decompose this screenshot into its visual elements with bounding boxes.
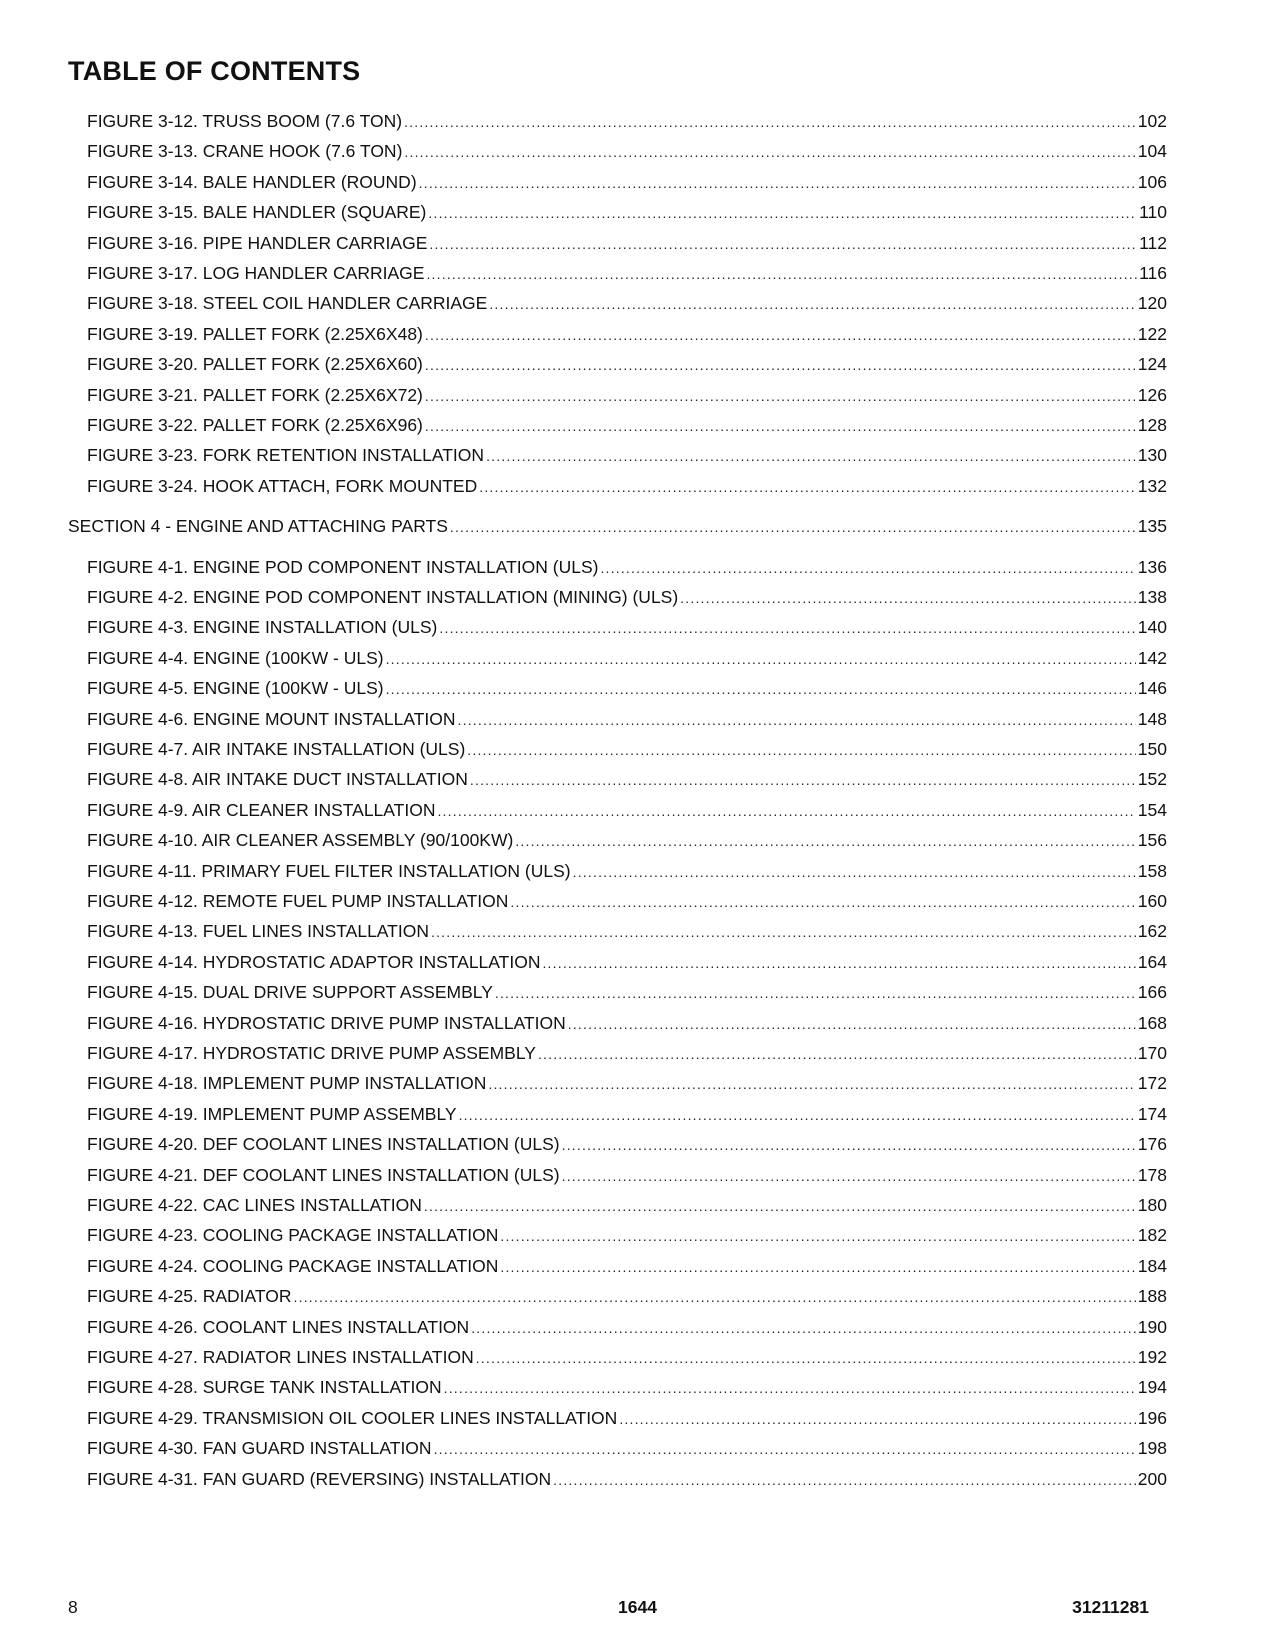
toc-entry-label: FIGURE 3-12. TRUSS BOOM (7.6 TON) xyxy=(87,111,403,131)
toc-entry-label: FIGURE 4-6. ENGINE MOUNT INSTALLATION xyxy=(87,708,456,729)
dot-leader xyxy=(431,919,1136,945)
dot-leader xyxy=(562,1132,1136,1158)
dot-leader xyxy=(429,231,1137,257)
dot-leader xyxy=(619,1406,1135,1432)
toc-figure-entry[interactable] xyxy=(87,260,1167,286)
toc-entry-page-number: 200 xyxy=(1137,1468,1167,1489)
toc-figure-entry[interactable] xyxy=(87,1192,1167,1218)
dot-leader xyxy=(444,1375,1136,1401)
toc-figure-entry[interactable] xyxy=(87,949,1167,975)
toc-entry-label: FIGURE 4-13. FUEL LINES INSTALLATION xyxy=(87,921,429,942)
toc-entry-label: FIGURE 4-21. DEF COOLANT LINES INSTALLATION (ULS) xyxy=(87,1164,560,1185)
toc-figure-entry[interactable] xyxy=(87,442,1167,468)
page-title: TABLE OF CONTENTS xyxy=(68,56,361,86)
toc-entry-page-number: 130 xyxy=(1137,445,1167,466)
toc-figure-entry[interactable] xyxy=(87,1010,1167,1036)
toc-entry-page-number: 164 xyxy=(1137,951,1167,972)
toc-figure-entry[interactable] xyxy=(87,351,1167,377)
toc-entry-label: FIGURE 3-18. STEEL COIL HANDLER CARRIAGE xyxy=(87,293,488,314)
toc-entry-label: FIGURE 4-20. DEF COOLANT LINES INSTALLATION (ULS) xyxy=(87,1134,560,1155)
dot-leader xyxy=(437,798,1135,824)
toc-entry-label: FIGURE 4-3. ENGINE INSTALLATION (ULS) xyxy=(87,617,438,638)
toc-entry-page-number: 168 xyxy=(1137,1012,1167,1033)
toc-entry-label: FIGURE 3-20. PALLET FORK (2.25X6X60) xyxy=(87,354,423,375)
toc-entry-page-number: 158 xyxy=(1137,860,1167,881)
toc-figure-entry[interactable] xyxy=(87,199,1167,225)
toc-figure-entry[interactable] xyxy=(87,858,1167,884)
toc-figure-entry[interactable] xyxy=(87,1162,1167,1188)
toc-entry-page-number: 116 xyxy=(1139,263,1167,283)
toc-entry-page-number: 190 xyxy=(1137,1316,1167,1337)
toc-entry-label: FIGURE 4-28. SURGE TANK INSTALLATION xyxy=(87,1377,442,1398)
toc-entry-label: FIGURE 4-29. TRANSMISION OIL COOLER LINES INSTALLATION xyxy=(87,1407,618,1428)
toc-figure-entry[interactable] xyxy=(87,797,1167,823)
toc-entry-page-number: 170 xyxy=(1137,1043,1167,1063)
toc-figure-entry[interactable] xyxy=(87,1222,1167,1248)
toc-entry-label: FIGURE 4-10. AIR CLEANER ASSEMBLY (90/100KW) xyxy=(87,830,514,851)
toc-figure-entry[interactable] xyxy=(87,1314,1167,1340)
toc-figure-entry[interactable] xyxy=(87,321,1167,347)
dot-leader xyxy=(600,555,1135,581)
toc-figure-entry[interactable] xyxy=(87,888,1167,914)
toc-entry-page-number: 148 xyxy=(1137,708,1167,729)
toc-entry-page-number: 102 xyxy=(1137,111,1167,131)
toc-entry-page-number: 180 xyxy=(1137,1195,1167,1215)
toc-entry-label: SECTION 4 - ENGINE AND ATTACHING PARTS xyxy=(68,516,448,537)
dot-leader xyxy=(471,1315,1136,1341)
toc-figure-entry[interactable] xyxy=(87,230,1167,256)
toc-entry-page-number: 112 xyxy=(1139,232,1167,253)
toc-entry-page-number: 150 xyxy=(1137,739,1167,759)
toc-figure-entry[interactable] xyxy=(87,473,1167,499)
toc-figure-entry[interactable] xyxy=(87,1466,1167,1492)
toc-entry-label: FIGURE 3-24. HOOK ATTACH, FORK MOUNTED xyxy=(87,475,478,496)
toc-figure-entry[interactable] xyxy=(87,1435,1167,1461)
dot-leader xyxy=(450,514,1136,540)
toc-entry-label: FIGURE 4-30. FAN GUARD INSTALLATION xyxy=(87,1438,432,1459)
toc-entry-label: FIGURE 4-18. IMPLEMENT PUMP INSTALLATION xyxy=(87,1073,487,1094)
toc-figure-entry[interactable] xyxy=(87,1344,1167,1370)
toc-figure-entry[interactable] xyxy=(87,1253,1167,1279)
toc-section-entry[interactable] xyxy=(68,513,1167,539)
toc-entry-label: FIGURE 4-16. HYDROSTATIC DRIVE PUMP INSTALLATION xyxy=(87,1012,566,1033)
toc-figure-entry[interactable] xyxy=(87,1283,1167,1309)
toc-entry-label: FIGURE 4-26. COOLANT LINES INSTALLATION xyxy=(87,1316,470,1337)
toc-entry-page-number: 126 xyxy=(1137,384,1167,405)
dot-leader xyxy=(470,767,1136,793)
toc-entry-label: FIGURE 4-9. AIR CLEANER INSTALLATION xyxy=(87,799,436,820)
dot-leader xyxy=(489,291,1135,317)
toc-entry-label: FIGURE 3-19. PALLET FORK (2.25X6X48) xyxy=(87,323,423,344)
toc-entry-page-number: 182 xyxy=(1137,1225,1167,1246)
footer-model: 1644 xyxy=(618,1597,657,1617)
toc-entry-page-number: 166 xyxy=(1137,982,1167,1003)
toc-figure-entry[interactable] xyxy=(87,614,1167,640)
toc-entry-page-number: 104 xyxy=(1137,141,1167,162)
dot-leader xyxy=(680,585,1136,611)
toc-figure-entry[interactable] xyxy=(87,108,1167,134)
toc-figure-entry[interactable] xyxy=(87,736,1167,762)
dot-leader xyxy=(486,443,1136,469)
dot-leader xyxy=(294,1284,1136,1310)
toc-figure-entry[interactable] xyxy=(87,412,1167,438)
toc-entry-label: FIGURE 3-22. PALLET FORK (2.25X6X96) xyxy=(87,415,423,435)
toc-figure-entry[interactable] xyxy=(87,382,1167,408)
dot-leader xyxy=(434,1436,1136,1462)
dot-leader xyxy=(495,980,1136,1006)
dot-leader xyxy=(479,474,1136,500)
toc-entry-label: FIGURE 3-17. LOG HANDLER CARRIAGE xyxy=(87,263,425,283)
dot-leader xyxy=(426,261,1137,287)
dot-leader xyxy=(488,1071,1135,1097)
dot-leader xyxy=(425,383,1136,409)
dot-leader xyxy=(476,1345,1136,1371)
dot-leader xyxy=(386,676,1136,702)
toc-entry-page-number: 146 xyxy=(1137,678,1167,699)
toc-figure-entry[interactable] xyxy=(87,1040,1167,1066)
toc-entry-label: FIGURE 3-14. BALE HANDLER (ROUND) xyxy=(87,171,417,192)
dot-leader xyxy=(510,889,1135,915)
toc-entry-page-number: 172 xyxy=(1137,1073,1167,1094)
toc-figure-entry[interactable] xyxy=(87,918,1167,944)
toc-entry-label: FIGURE 3-23. FORK RETENTION INSTALLATION xyxy=(87,445,485,466)
toc-entry-page-number: 136 xyxy=(1137,556,1167,577)
dot-leader xyxy=(538,1041,1136,1067)
toc-figure-entry[interactable] xyxy=(87,584,1167,610)
toc-entry-label: FIGURE 4-15. DUAL DRIVE SUPPORT ASSEMBLY xyxy=(87,982,493,1003)
toc-entry-page-number: 110 xyxy=(1139,202,1167,223)
toc-entry-label: FIGURE 4-11. PRIMARY FUEL FILTER INSTALLATION (ULS) xyxy=(87,860,571,881)
toc-figure-entry[interactable] xyxy=(87,1131,1167,1157)
toc-entry-page-number: 192 xyxy=(1137,1347,1167,1367)
toc-figure-entry[interactable] xyxy=(87,169,1167,195)
toc-figure-entry[interactable] xyxy=(87,675,1167,701)
toc-entry-page-number: 178 xyxy=(1137,1164,1167,1185)
toc-figure-entry[interactable] xyxy=(87,138,1167,164)
toc-entry-label: FIGURE 4-17. HYDROSTATIC DRIVE PUMP ASSEMBLY xyxy=(87,1043,536,1063)
toc-entry-label: FIGURE 4-2. ENGINE POD COMPONENT INSTALLATION (MINING) (ULS) xyxy=(87,587,679,607)
toc-entry-label: FIGURE 4-1. ENGINE POD COMPONENT INSTALLATION (ULS) xyxy=(87,556,599,577)
toc-entry-page-number: 124 xyxy=(1137,354,1167,375)
toc-figure-entry[interactable] xyxy=(87,554,1167,580)
toc-entry-page-number: 196 xyxy=(1137,1407,1167,1428)
toc-entry-page-number: 132 xyxy=(1137,475,1167,496)
toc-entry-page-number: 188 xyxy=(1137,1286,1167,1307)
toc-entry-label: FIGURE 4-22. CAC LINES INSTALLATION xyxy=(87,1195,422,1215)
toc-entry-page-number: 194 xyxy=(1137,1377,1167,1398)
toc-entry-label: FIGURE 3-21. PALLET FORK (2.25X6X72) xyxy=(87,384,423,405)
toc-entry-page-number: 106 xyxy=(1137,171,1167,192)
toc-entry-label: FIGURE 3-15. BALE HANDLER (SQUARE) xyxy=(87,202,427,223)
toc-entry-label: FIGURE 4-31. FAN GUARD (REVERSING) INSTALLATION xyxy=(87,1468,552,1489)
toc-entry-label: FIGURE 4-14. HYDROSTATIC ADAPTOR INSTALLATION xyxy=(87,951,541,972)
toc-figure-entry[interactable] xyxy=(87,1405,1167,1431)
toc-figure-entry[interactable] xyxy=(87,706,1167,732)
dot-leader xyxy=(542,950,1135,976)
toc-figure-entry[interactable] xyxy=(87,1374,1167,1400)
toc-entry-page-number: 184 xyxy=(1137,1255,1167,1276)
toc-figure-entry[interactable] xyxy=(87,766,1167,792)
toc-entry-page-number: 128 xyxy=(1137,415,1167,435)
dot-leader xyxy=(439,615,1135,641)
dot-leader xyxy=(500,1223,1135,1249)
dot-leader xyxy=(573,859,1136,885)
toc-figure-entry[interactable] xyxy=(87,979,1167,1005)
toc-entry-page-number: 120 xyxy=(1137,293,1167,314)
footer-part-number: 31211281 xyxy=(1072,1597,1149,1617)
toc-figure-entry[interactable] xyxy=(87,290,1167,316)
toc-entry-label: FIGURE 4-24. COOLING PACKAGE INSTALLATION xyxy=(87,1255,499,1276)
toc-entry-label: FIGURE 4-27. RADIATOR LINES INSTALLATION xyxy=(87,1347,474,1367)
dot-leader xyxy=(515,828,1135,854)
toc-entry-label: FIGURE 4-23. COOLING PACKAGE INSTALLATION xyxy=(87,1225,499,1246)
footer-page-number: 8 xyxy=(68,1597,78,1617)
dot-leader xyxy=(467,737,1136,763)
toc-figure-entry[interactable] xyxy=(87,1070,1167,1096)
toc-entry-label: FIGURE 4-8. AIR INTAKE DUCT INSTALLATION xyxy=(87,769,468,790)
toc-entry-page-number: 140 xyxy=(1137,617,1167,638)
dot-leader xyxy=(424,1193,1136,1219)
dot-leader xyxy=(458,707,1136,733)
toc-entry-label: FIGURE 4-5. ENGINE (100KW - ULS) xyxy=(87,678,384,699)
dot-leader xyxy=(425,413,1136,439)
dot-leader xyxy=(500,1254,1135,1280)
toc-figure-entry[interactable] xyxy=(87,645,1167,671)
toc-entry-label: FIGURE 4-19. IMPLEMENT PUMP ASSEMBLY xyxy=(87,1103,457,1124)
toc-entry-page-number: 135 xyxy=(1137,516,1167,537)
toc-entry-page-number: 198 xyxy=(1137,1438,1167,1459)
dot-leader xyxy=(553,1467,1136,1493)
dot-leader xyxy=(419,170,1136,196)
dot-leader xyxy=(425,352,1136,378)
toc-figure-entry[interactable] xyxy=(87,827,1167,853)
toc-entry-label: FIGURE 4-7. AIR INTAKE INSTALLATION (ULS) xyxy=(87,739,466,759)
dot-leader xyxy=(562,1163,1136,1189)
toc-entry-page-number: 142 xyxy=(1137,647,1167,668)
dot-leader xyxy=(404,109,1136,135)
toc-entry-label: FIGURE 4-4. ENGINE (100KW - ULS) xyxy=(87,647,384,668)
toc-entry-label: FIGURE 3-13. CRANE HOOK (7.6 TON) xyxy=(87,141,403,162)
toc-entry-page-number: 154 xyxy=(1137,799,1167,820)
toc-entry-page-number: 176 xyxy=(1137,1134,1167,1155)
dot-leader xyxy=(386,646,1136,672)
dot-leader xyxy=(428,200,1137,226)
toc-entry-label: FIGURE 4-12. REMOTE FUEL PUMP INSTALLATION xyxy=(87,891,509,911)
dot-leader xyxy=(404,139,1135,165)
dot-leader xyxy=(425,322,1136,348)
toc-entry-page-number: 162 xyxy=(1137,921,1167,942)
toc-figure-entry[interactable] xyxy=(87,1101,1167,1127)
toc-entry-page-number: 160 xyxy=(1137,891,1167,911)
toc-entry-page-number: 152 xyxy=(1137,769,1167,790)
toc-entry-page-number: 138 xyxy=(1137,587,1167,607)
toc-entry-page-number: 174 xyxy=(1137,1103,1167,1124)
toc-entry-page-number: 156 xyxy=(1137,830,1167,851)
toc-entry-label: FIGURE 4-25. RADIATOR xyxy=(87,1286,292,1307)
dot-leader xyxy=(459,1102,1136,1128)
toc-entry-page-number: 122 xyxy=(1137,323,1167,344)
toc-entry-label: FIGURE 3-16. PIPE HANDLER CARRIAGE xyxy=(87,232,428,253)
dot-leader xyxy=(568,1011,1136,1037)
